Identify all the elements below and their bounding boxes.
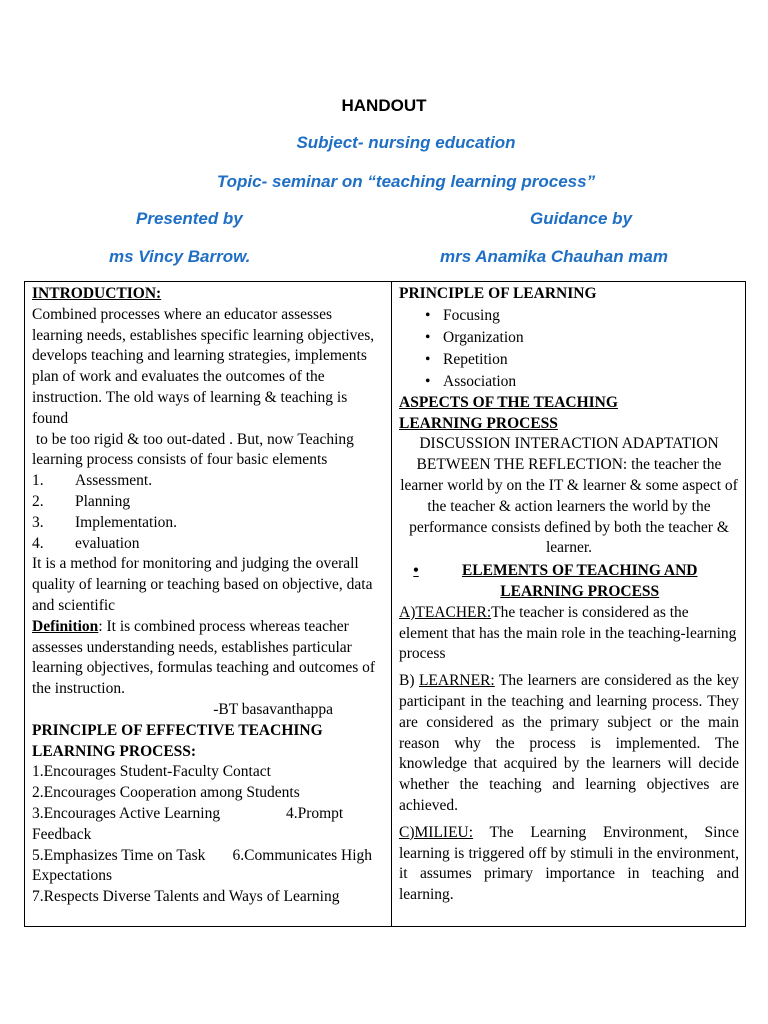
intro-text-continued: to be too rigid & too out-dated . But, now Teaching learning process consists of four basic elements [32, 430, 358, 469]
bullet-icon: • [413, 562, 419, 580]
list-item: • Organization [443, 327, 739, 349]
right-column [392, 282, 745, 926]
aspects-heading: ASPECTS OF THE TEACHING LEARNING PROCESS [399, 393, 618, 432]
teacher-label: A)TEACHER: [399, 603, 492, 621]
aspects-text: DISCUSSION INTERACTION ADAPTATION BETWEEN THE REFLECTION: the teacher the learner world by on the IT & learner & some aspect of the teacher & action learners the world by the performance consists defined by both the teacher & learner. [400, 435, 738, 557]
principle-item: 5.Emphasizes Time on Task 6.Communicates High Expectations [32, 846, 376, 885]
list-label: Planning [75, 492, 131, 510]
subject-line: Subject- nursing education [296, 133, 516, 152]
principle-item: 3.Encourages Active Learning 4.Prompt Feedback [32, 804, 348, 843]
topic-line: Topic- seminar on “teaching learning process” [216, 172, 596, 191]
list-item: • Association [443, 371, 739, 393]
method-text: It is a method for monitoring and judging the overall quality of learning or teaching based on objective, data and scientific [32, 555, 373, 614]
milieu-text: The Learning Environment, Since learning is triggered off by stimuli in the environment, it assumes primary importance in teaching and learning. [399, 823, 739, 904]
list-label: Implementation. [75, 513, 178, 531]
list-number: 4. [32, 534, 44, 552]
learner-paragraph [399, 671, 739, 817]
principle-item: 2.Encourages Cooperation among Students [32, 784, 300, 802]
content-table [24, 281, 746, 927]
list-item [32, 471, 385, 492]
definition-text: : It is combined process whereas teacher assesses understanding needs, establishes particular learning objectives, formulas teaching and outcomes of the instruction. [32, 617, 376, 698]
principle-list [399, 305, 739, 393]
definition-author: -BT basavanthappa [213, 700, 333, 718]
guide-name: mrs Anamika Chauhan mam [440, 247, 668, 266]
teacher-text: The teacher is considered as the element that has the main role in the teaching-learning process [399, 603, 737, 663]
list-label: evaluation [75, 534, 140, 552]
list-number: 3. [32, 513, 44, 531]
teacher-paragraph [399, 603, 739, 665]
guidance-by-label: Guidance by [530, 209, 633, 228]
list-item [32, 513, 385, 534]
milieu-label: C)MILIEU: [399, 823, 474, 841]
principle-item: 1.Encourages Student-Faculty Contact [32, 763, 271, 781]
presenter-name: ms Vincy Barrow. [109, 247, 251, 266]
intro-heading: INTRODUCTION: [32, 285, 162, 302]
elements-list [32, 471, 385, 554]
list-label: Assessment. [75, 472, 153, 490]
elements-heading-row [399, 561, 739, 603]
list-item: • Repetition [443, 349, 739, 371]
list-item [32, 492, 385, 513]
left-column [25, 282, 392, 926]
milieu-paragraph [399, 823, 739, 906]
principles-heading: PRINCIPLE OF EFFECTIVE TEACHING LEARNING PROCESS: [32, 721, 323, 760]
definition-paragraph [32, 617, 385, 700]
definition-label: Definition [32, 617, 99, 635]
learner-text: The learners are considered as the key participant in the teaching and learning process. They are considered as the primary subject or the main reason why the process is implemented. The knowledge that acquired by the learners will decide whether the teaching and learning objectives are achieved. [399, 672, 740, 814]
elements-heading: ELEMENTS OF TEACHING AND LEARNING PROCESS [461, 562, 698, 600]
list-number: 2. [32, 492, 44, 510]
document-title: HANDOUT [341, 96, 427, 115]
principle-item: 7.Respects Diverse Talents and Ways of Learning [32, 888, 340, 906]
learner-label: LEARNER: [418, 672, 495, 690]
list-item: • Focusing [443, 305, 739, 327]
list-number: 1. [32, 472, 44, 490]
presented-by-label: Presented by [136, 209, 243, 228]
principle-of-learning-heading: PRINCIPLE OF LEARNING [399, 285, 597, 302]
learner-prefix: B) [399, 672, 419, 690]
intro-text: Combined processes where an educator assesses learning needs, establishes specific learning objectives, develops teaching and learning strategies, implements plan of work and evaluates the outcomes of the instruction. The old ways of learning & teaching is found [32, 305, 375, 427]
list-item [32, 534, 385, 555]
